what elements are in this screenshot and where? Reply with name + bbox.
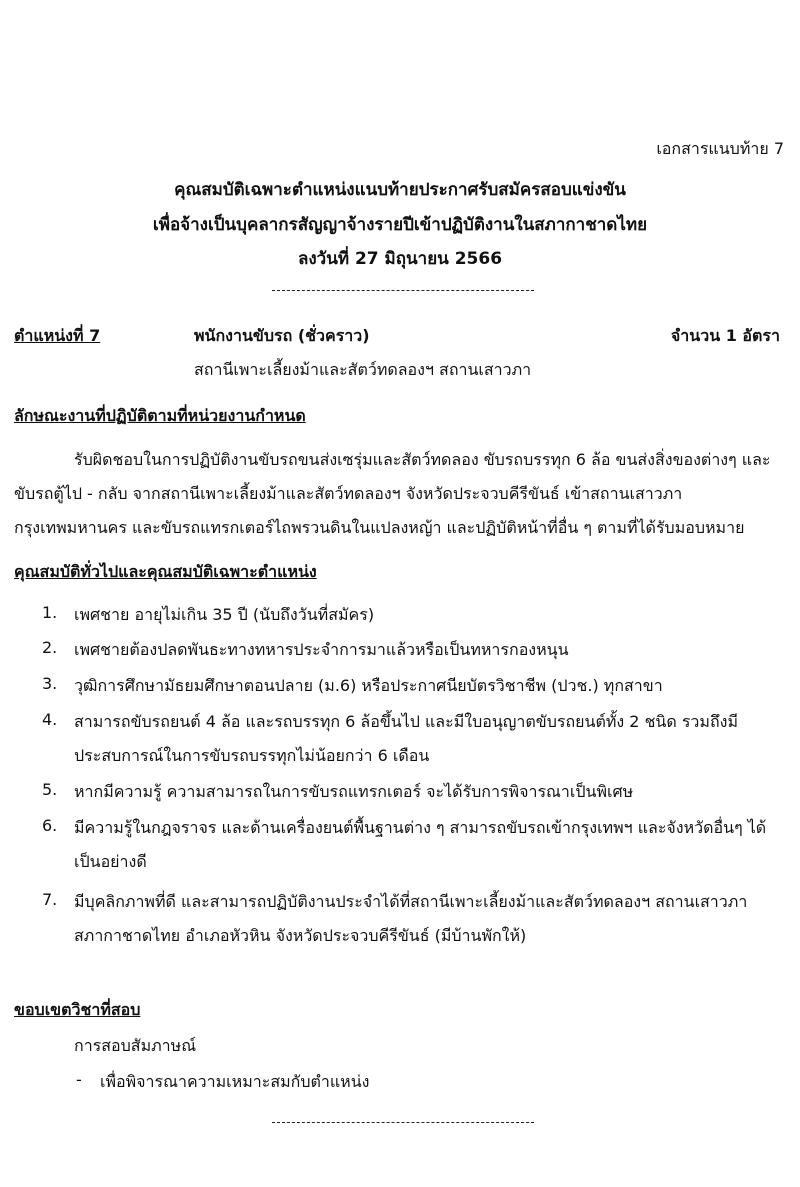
qual-item-number: 2. (42, 638, 58, 657)
qual-item-text-cont: ประสบการณ์ในการขับรถบรรทุกไม่น้อยกว่า 6 เดือน (74, 746, 430, 765)
position-unit: สถานีเพาะเลี้ยงม้าและสัตว์ทดลองฯ สถานเสาวภา (194, 360, 532, 379)
exam-bullet-text: เพื่อพิจารณาความเหมาะสมกับตำแหน่ง (100, 1072, 370, 1091)
qual-item-text: มีบุคลิกภาพที่ดี และสามารถปฏิบัติงานประจำได้ที่สถานีเพาะเลี้ยงม้าและสัตว์ทดลองฯ สถานเสาวภา (74, 892, 748, 911)
qual-item-text: มีความรู้ในกฎจราจร และด้านเครื่องยนต์พื้นฐานต่าง ๆ สามารถขับรถเข้ากรุงเทพฯ และจังหวัดอื่นๆ ได้ (74, 818, 767, 837)
job-line-2: ขับรถตู้ไป - กลับ จากสถานีเพาะเลี้ยงม้าและสัตว์ทดลองฯ จังหวัดประจวบคีรีขันธ์ เข้าสถานเสาวภา (14, 484, 683, 503)
position-label: ตำแหน่งที่ 7 (14, 326, 101, 345)
divider-top (272, 290, 534, 291)
qual-item-text: เพศชาย อายุไม่เกิน 35 ปี (นับถึงวันที่สมัคร) (74, 605, 375, 624)
qual-item-number: 5. (42, 780, 58, 799)
header-line-1: คุณสมบัติเฉพาะตำแหน่งแนบท้ายประกาศรับสมัครสอบแข่งขัน (174, 180, 626, 200)
position-title: พนักงานขับรถ (ชั่วคราว) (194, 326, 370, 345)
position-count: จำนวน 1 อัตรา (670, 326, 780, 345)
qual-item-text-cont: สภากาชาดไทย อำเภอหัวหิน จังหวัดประจวบคีรีขันธ์ (มีบ้านพักให้) (74, 926, 527, 945)
qual-item-text: สามารถขับรถยนต์ 4 ล้อ และรถบรรทุก 6 ล้อขึ้นไป และมีใบอนุญาตขับรถยนต์ทั้ง 2 ชนิด รวมถึงมี (74, 712, 739, 731)
header-date: ลงวันที่ 27 มิถุนายน 2566 (297, 249, 503, 269)
exam-bullet: - (76, 1070, 82, 1089)
job-heading: ลักษณะงานที่ปฏิบัติตามที่หน่วยงานกำหนด (14, 406, 306, 425)
exam-type: การสอบสัมภาษณ์ (74, 1036, 197, 1055)
qual-item-number: 1. (42, 603, 58, 622)
job-line-3: กรุงเทพมหานคร และขับรถแทรกเตอร์ไถพรวนดินในแปลงหญ้า และปฏิบัติหน้าที่อื่น ๆ ตามที่ได้รับมอบหมาย (14, 518, 745, 537)
qual-item-text: หากมีความรู้ ความสามารถในการขับรถแทรกเตอร์ จะได้รับการพิจารณาเป็นพิเศษ (74, 782, 634, 801)
qual-item-number: 7. (42, 890, 58, 909)
divider-bottom (272, 1122, 534, 1123)
qual-heading: คุณสมบัติทั่วไปและคุณสมบัติเฉพาะตำแหน่ง (14, 562, 317, 581)
qual-item-text: วุฒิการศึกษามัธยมศึกษาตอนปลาย (ม.6) หรือประกาศนียบัตรวิชาชีพ (ปวช.) ทุกสาขา (74, 676, 663, 695)
exam-heading: ขอบเขตวิชาที่สอบ (14, 1000, 141, 1019)
job-line-1: รับผิดชอบในการปฏิบัติงานขับรถขนส่งเซรุ่มและสัตว์ทดลอง ขับรถบรรทุก 6 ล้อ ขนส่งสิ่งของต่างๆ และ (74, 450, 771, 469)
qual-item-number: 6. (42, 816, 58, 835)
qual-item-number: 4. (42, 710, 58, 729)
qual-item-text-cont: เป็นอย่างดี (74, 852, 147, 871)
qual-item-number: 3. (42, 674, 58, 693)
qual-item-text: เพศชายต้องปลดพันธะทางทหารประจำการมาแล้วหรือเป็นทหารกองหนุน (74, 640, 569, 659)
header-line-2: เพื่อจ้างเป็นบุคลากรสัญญาจ้างรายปีเข้าปฏิบัติงานในสภากาชาดไทย (152, 215, 648, 235)
attachment-label: เอกสารแนบท้าย 7 (656, 139, 784, 158)
